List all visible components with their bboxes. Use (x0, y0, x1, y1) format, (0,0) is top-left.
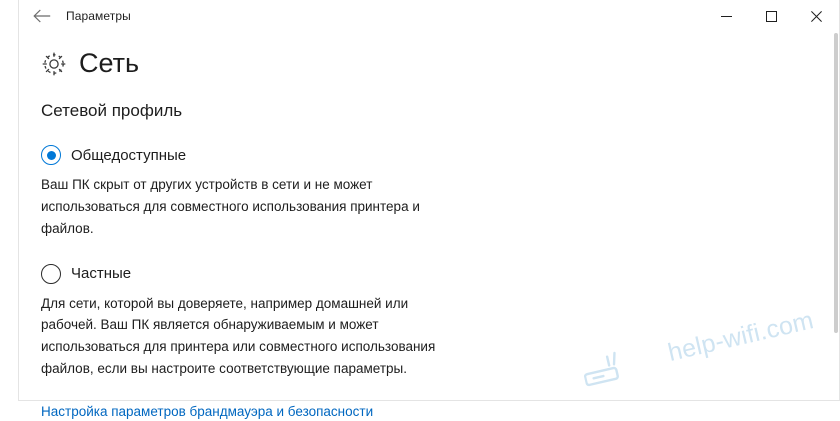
window-title: Параметры (66, 9, 131, 23)
minimize-icon (721, 11, 732, 22)
watermark-text: help-wifi.com (665, 306, 817, 367)
network-profile-option-public (41, 145, 839, 240)
radio-row-private[interactable] (41, 264, 839, 284)
option-description-public: Ваш ПК скрыт от других устройств в сети и не может использоваться для совместного использования принтера и файлов. (41, 177, 420, 236)
radio-row-public[interactable] (41, 145, 839, 165)
arrow-left-icon (33, 9, 51, 23)
option-description-private: Для сети, которой вы доверяете, например домашней или рабочей. Ваш ПК является обнаруживаемым и может использоваться для принтера или совместного использования файлов, если вы настроите соответствующие параметры. (41, 295, 436, 377)
radio-label-private: Частные (71, 265, 132, 283)
radio-private[interactable] (41, 264, 61, 284)
section-title: Сетевой профиль (41, 101, 183, 120)
settings-content (19, 50, 839, 421)
firewall-settings-link[interactable]: Настройка параметров брандмауэра и безопасности (41, 404, 374, 420)
title-bar (19, 0, 839, 32)
scrollbar-thumb[interactable] (834, 33, 838, 333)
vertical-scrollbar[interactable] (833, 33, 839, 400)
page-title: Сеть (79, 48, 140, 78)
settings-window (18, 0, 840, 420)
caption-buttons (704, 0, 839, 32)
close-icon (811, 11, 822, 22)
gear-icon (41, 51, 67, 77)
back-button[interactable] (19, 0, 64, 32)
maximize-button[interactable] (749, 0, 794, 32)
page-header (41, 50, 839, 77)
radio-public[interactable] (41, 145, 61, 165)
maximize-icon (766, 11, 777, 22)
radio-label-public: Общедоступные (71, 146, 187, 164)
minimize-button[interactable] (704, 0, 749, 32)
network-profile-option-private (41, 264, 839, 380)
close-button[interactable] (794, 0, 839, 32)
